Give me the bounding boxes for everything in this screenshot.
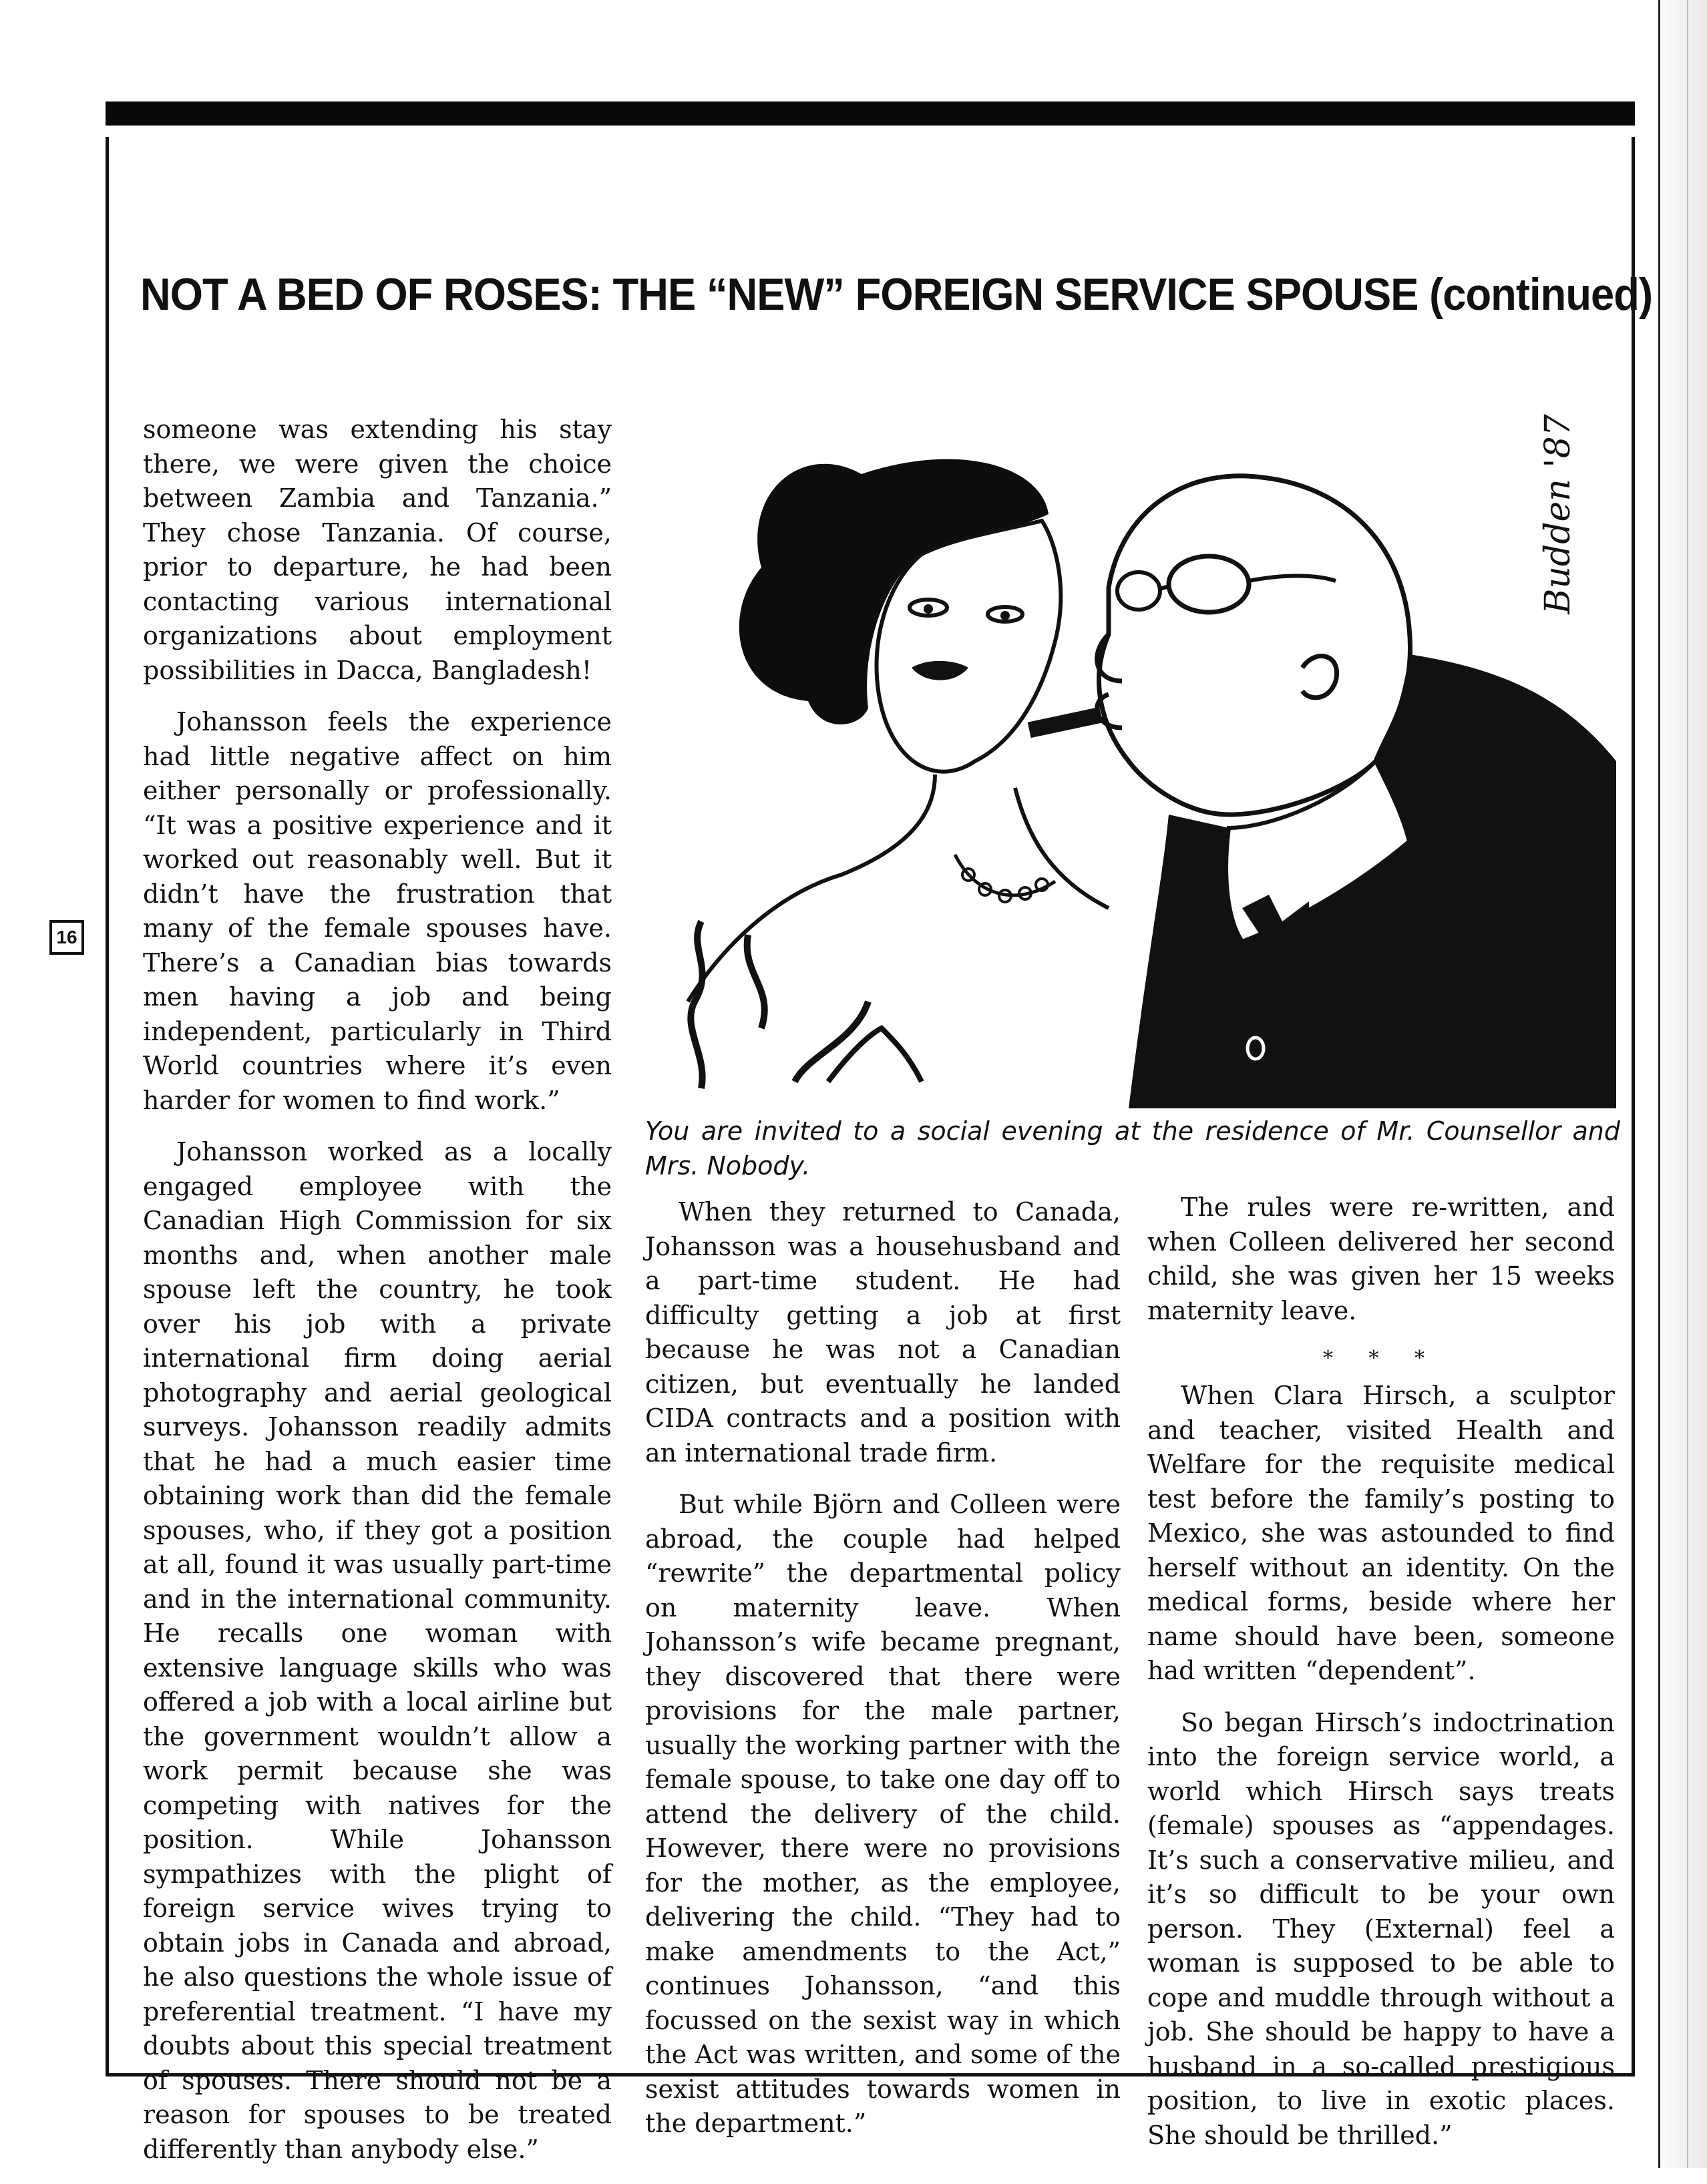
illustration-caption: You are invited to a social evening at the residence of Mr. Counsellor and Mrs. Nobody. bbox=[645, 1116, 1620, 1180]
top-rule bbox=[106, 101, 1635, 126]
column-2 bbox=[645, 1195, 1121, 2159]
scan-edge bbox=[1658, 0, 1707, 2168]
column-3 bbox=[1147, 1190, 1615, 2170]
column-1-paragraph-3: Johansson worked as a locally engaged employee with the Canadian High Commission for six months and, when another male spouse left the country, he took over his job with a private international firm doing aerial photography and aerial geological surveys. Johansson readily admits that he had a much easier time obtaining work than did the female spouses, who, if they got a position at all, found it was usually part-time and in the international community. He recalls one woman with extensive language skills who was offered a job with a local airline but the government wouldn’t allow a work permit because she was competing with natives for the position. While Johansson sympathizes with the plight of foreign service wives trying to obtain jobs in Canada and abroad, he also questions the whole issue of preferential treatment. “I have my doubts about this special treatment of spouses. There should not be a reason for spouses to be treated differently than anybody else.” bbox=[143, 1137, 612, 2164]
column-1-paragraph-2: Johansson feels the experience had little negative affect on him either personally or professionally. “It was a positive experience and it worked out reasonably well. But it didn’t have the frustration that many of the female spouses have. There’s a Canadian bias towards men having a job and being independent, particularly in Third World countries where it’s even harder for women to find work.” bbox=[143, 707, 612, 1115]
column-3-paragraph-1: The rules were re-written, and when Colleen delivered her second child, she was given her 15 weeks maternity leave. bbox=[1147, 1192, 1615, 1325]
man-head bbox=[1099, 476, 1410, 815]
page-number: 16 bbox=[49, 920, 84, 955]
cigar bbox=[1028, 707, 1103, 738]
column-2-paragraph-1: When they returned to Canada, Johansson was a househusband and a part-time student. He had difficulty getting a job at first because he was not a Canadian citizen, but eventually he landed CIDA contracts and a position with an international trade firm. bbox=[645, 1197, 1121, 1468]
column-2-paragraph-2: But while Björn and Colleen were abroad, the couple had helped “rewrite” the departmental policy on maternity leave. When Johansson’s wife became pregnant, they discovered that there were provisions for the male partner, usually the working partner with the female spouse, to take one day off to attend the delivery of the child. However, there were no provisions for the mother, as the employee, delivering the child. “They had to make amendments to the Act,” continues Johansson, “and this focussed on the sexist way in which the Act was written, and some of the sexist attitudes towards women in the department.” bbox=[645, 1490, 1121, 2138]
illustrator-signature: Budden '87 bbox=[1538, 414, 1578, 614]
column-3-paragraph-3: So began Hirsch’s indoctrination into the foreign service world, a world which Hirsch says treats (female) spouses as “appendages. It’s such a conservative milieu, and it’s so difficult to be your own person. They (External) feel a woman is supposed to be able to cope and muddle through without a job. She should be happy to have a husband in a so-called prestigious position, to live in exotic places. She should be thrilled.” bbox=[1147, 1707, 1615, 2150]
column-1 bbox=[143, 413, 612, 2184]
column-1-paragraph-1: someone was extending his stay there, we were given the choice between Zambia and Tanzania.” They chose Tanzania. Of course, prior to departure, he had been contacting various international organizations about employment possibilities in Dacca, Bangladesh! bbox=[143, 415, 612, 685]
headline: NOT A BED OF ROSES: THE “NEW” FOREIGN SERVICE SPOUSE (continued) bbox=[140, 269, 1653, 320]
section-separator: * * * bbox=[1322, 1347, 1440, 1370]
cartoon-illustration bbox=[641, 414, 1616, 1108]
column-3-paragraph-2: When Clara Hirsch, a sculptor and teacher, visited Health and Welfare for the requisite medical test before the family’s posting to Mexico, she was astounded to find herself without an identity. On the medical forms, beside where her name should have been, someone had written “dependent”. bbox=[1147, 1381, 1615, 1685]
scan-edge-line bbox=[1687, 0, 1688, 2168]
